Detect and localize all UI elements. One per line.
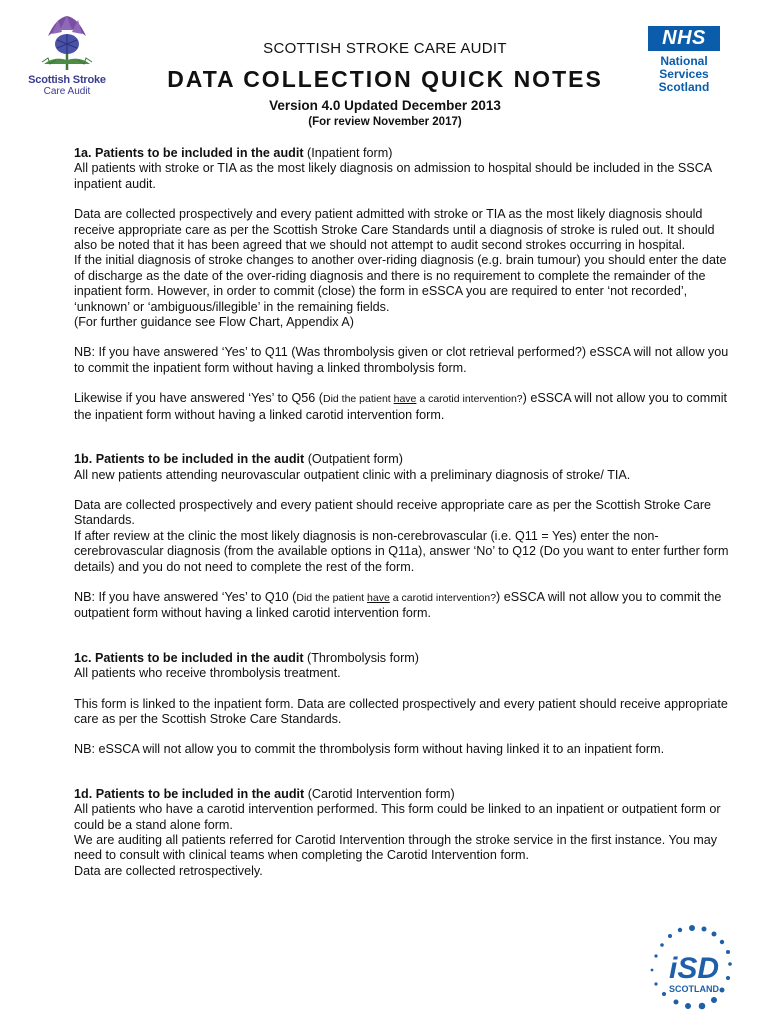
section-1a [74,146,734,423]
text: ) eSSCA will not allow you to commit the outpatient form without having a linked carotid intervention form. [74,589,722,621]
paragraph: All patients who receive thrombolysis treatment. [74,666,341,681]
paragraph: Data are collected retrospectively. [74,863,263,878]
heading-form: (Inpatient form) [303,146,393,160]
paragraph: We are auditing all patients referred for Carotid Intervention through the stroke service in the first instance. You may need to consult with clinical teams when completing the Carotid Intervention form. [74,833,718,863]
version-line: Version 4.0 Updated December 2013 [269,98,501,113]
thistle-icon [38,14,96,72]
section-heading [74,787,734,802]
review-line: (For review November 2017) [308,116,462,128]
paragraph [74,590,734,622]
paragraph: NB: If you have answered ‘Yes’ to Q11 (Was thrombolysis given or clot retrieval performed?) eSSCA will not allow you to commit the inpatient form without having a linked thrombolysis form. [74,345,729,375]
section-1b [74,452,734,622]
ssca-logo [22,14,112,97]
paragraph: This form is linked to the inpatient form. Data are collected prospectively and every patient should receive appropriate care as per the Scottish Stroke Care Standards. [74,696,728,726]
heading-form: (Carotid Intervention form) [304,786,455,801]
paragraph: If the initial diagnosis of stroke changes to another over-riding diagnosis (e.g. brain tumour) you should enter the date of discharge as the date of the over-riding diagnosis and there is no requirement to complete the remainder of the inpatient form. However, in order to commit (close) the form in eSSCA you are required to enter ‘not recorded’, ‘unknown’ or ‘ambiguous/illegible’ in the remaining fields. [74,253,727,314]
paragraph: All new patients attending neurovascular outpatient clinic with a preliminary diagnosis of stroke/ TIA. [74,467,631,482]
paragraph [74,391,734,423]
question-text: a carotid intervention? [389,591,497,604]
question-text: a carotid intervention? [416,393,523,406]
ssca-logo-line1: Scottish Stroke [28,74,106,86]
paragraph: NB: eSSCA will not allow you to commit the thrombolysis form without having linked it to an inpatient form. [74,742,665,757]
heading-bold: 1c. Patients to be included in the audit [74,650,304,665]
heading-form: (Outpatient form) [304,452,403,467]
section-heading [74,452,734,467]
document-title-line2: DATA COLLECTION QUICK NOTES [167,66,603,92]
text: ) eSSCA will not allow you to commit the inpatient form without having a linked carotid intervention form. [74,391,728,422]
text: NB: If you have answered ‘Yes’ to Q10 ( [74,589,297,604]
heading-bold: 1d. Patients to be included in the audit [74,786,305,801]
isd-logo-text: iSD [668,952,720,985]
question-text: Did the patient [296,591,368,604]
question-text: Did the patient [322,393,394,406]
paragraph: (For further guidance see Flow Chart, Appendix A) [74,315,355,330]
heading-bold: 1b. Patients to be included in the audit [74,452,305,467]
nhs-nss-logo [648,26,720,94]
section-1c [74,651,734,758]
isd-logo-subtext: SCOTLAND [669,984,719,994]
paragraph: Data are collected prospectively and every patient admitted with stroke or TIA as the most likely diagnosis should receive appropriate care as per the Scottish Stroke Care Standards until a diagnosis of stroke is ruled out. It should also be noted that it has been agreed that we should not attempt to audit second strokes occurring in hospital. [74,207,715,253]
paragraph: All patients who have a carotid intervention performed. This form could be linked to an inpatient or outpatient form or could be a stand alone form. [74,802,721,832]
nhs-logo-line2: Services [659,67,709,81]
heading-form: (Thrombolysis form) [303,650,419,665]
ssca-logo-line2: Care Audit [43,86,91,97]
section-heading [74,146,734,161]
document-body [74,146,734,908]
paragraph: Data are collected prospectively and every patient should receive appropriate care as per the Scottish Stroke Care Standards. [74,497,712,528]
underlined-text: have [367,591,390,604]
nhs-logo-line1: National [660,54,708,68]
heading-bold: 1a. Patients to be included in the audit [74,146,304,160]
nhs-logo-line3: Scotland [658,80,710,94]
section-1d [74,787,734,879]
nhs-lozenge: NHS [648,26,720,51]
paragraph: If after review at the clinic the most likely diagnosis is non-cerebrovascular (i.e. Q11 = Yes) enter the non-cerebrovascular diagnosis (from the available options in Q11a), answer ‘No’ to Q12 (Do you want to enter further form details) and you do not need to complete the rest of the form. [74,528,729,574]
document-title-line1: SCOTTISH STROKE CARE AUDIT [263,40,507,57]
paragraph: All patients with stroke or TIA as the most likely diagnosis on admission to hospital should be included in the SSCA inpatient audit. [74,161,712,191]
underlined-text: have [393,393,417,406]
text: Likewise if you have answered ‘Yes’ to Q56 ( [74,391,323,406]
isd-scotland-logo [642,920,742,1020]
section-heading [74,651,734,666]
